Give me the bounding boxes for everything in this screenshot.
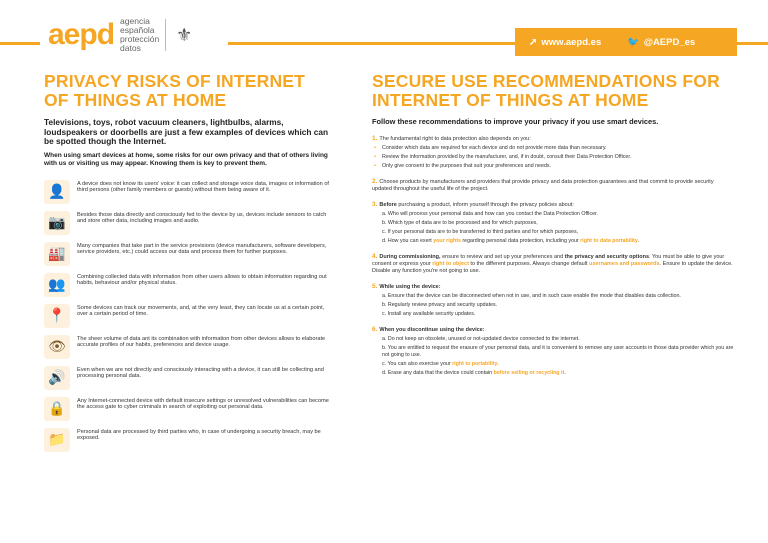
list-item: a. Ensure that the device can be disconnected when not in use, and in such case enable the mode that disables data collection.	[382, 292, 681, 299]
list-item: c. You can also exercise your right to portability.	[382, 360, 499, 367]
list-item: c. If your personal data are to be transferred to third parties and for which purposes,	[382, 228, 579, 235]
section-2: 2. Choose products by manufacturers and providers that provide privacy and data protection guarantees and that commit to provide security updated throughout the useful life of the project.	[372, 177, 714, 192]
risk-item: 📍 Some devices can track our movements, and, at the very least, they can locate us at a certain point, over a certain period of time.	[44, 304, 334, 335]
risks-title: PRIVACY RISKS OF INTERNET OF THINGS AT HOME	[44, 71, 306, 110]
folder-icon: 📁	[44, 428, 70, 452]
list-item: b. You are entitled to request the erasure of your personal data, and it is convenient to remove any user accounts in those data provider which you are not going to use.	[382, 344, 734, 358]
risks-intro: When using smart devices at home, some risks for our own privacy and that of others living with us or visiting us may appear. Knowing them is key to prevent them.	[44, 151, 328, 167]
contact-bar	[515, 28, 737, 56]
twitter-link[interactable]: 🐦 @AEPD_es	[627, 36, 696, 48]
data-portability-link[interactable]: right to data portability	[580, 237, 638, 244]
list-item: • Review the information provided by the manufacturer, and, if in doubt, consult their Data Protection Officer.	[374, 153, 632, 160]
section-5: 5. While using the device: a. Ensure that the device can be disconnected when not in use, and in such case enable the mode that disables data collection. b. Regularly review privacy and security updates. c. Install any available security updates.	[372, 283, 734, 318]
location-icon: 📍	[44, 304, 70, 328]
list-item: • Only give consent to the purposes that suit your preferences and needs.	[374, 162, 552, 169]
list-item: a. Do not keep an obsolete, unused or not-updated device connected to the internet.	[382, 335, 580, 342]
usernames-passwords-link[interactable]: usernames and passwords	[588, 260, 660, 267]
logo-wordmark: aepd	[48, 18, 115, 51]
risk-item: 🔊 Even when we are not directly and consciously interacting with a device, it can still be collecting and processing personal data.	[44, 366, 334, 397]
right-to-portability-link[interactable]: right to portability	[452, 360, 498, 367]
coat-of-arms-icon: ⚜	[165, 19, 196, 51]
list-item: c. Install any available security updates.	[382, 310, 476, 317]
list-item: b. Regularly review privacy and security updates.	[382, 301, 498, 308]
risk-item: 📁 Personal data are processed by third parties who, in case of undergoing a security breach, may be exposed.	[44, 428, 334, 459]
list-item: d. Erase any data that the device could contain before selling or recycling it.	[382, 369, 566, 376]
lock-icon: 🔒	[44, 397, 70, 421]
section-3: 3. Before purchasing a product, inform yourself through the privacy policies about: a. Who will process your personal data and how can you contact the Data Protection Officer. b. Which type of data are to be processed and for which purposes, c. If your personal data are to be transferred to third parties and for which purposes, d. How you can exert your rights regarding personal data protection, including your right to data portability.	[372, 201, 734, 245]
your-rights-link[interactable]: your rights	[433, 237, 461, 244]
recommendations-title: SECURE USE RECOMMENDATIONS FOR INTERNET OF THINGS AT HOME	[372, 71, 720, 110]
list-item: a. Who will process your personal data and how can you contact the Data Protection Officer.	[382, 210, 599, 217]
agency-name: agencia española protección datos	[120, 16, 160, 53]
risk-item: 🔒 Any Internet-connected device with default insecure settings or unresolved vulnerabilities can become the access gate to cyber criminals in search of exploiting our personal data.	[44, 397, 334, 428]
risk-list	[44, 180, 334, 459]
list-item: • Consider which data are required for each device and do not provide more data than necessary.	[374, 144, 607, 151]
risk-item: 📷 Besides those data directly and consciously fed to the device by us, devices include sensors to catch and store other data, including images and audio.	[44, 211, 334, 242]
person-icon: 👤	[44, 180, 70, 204]
recommendations-lead: Follow these recommendations to improve your privacy if you use smart devices.	[372, 117, 659, 126]
risk-item: 👥 Combining collected data with information from other users allows to obtain information regarding out habits, behaviour and/or physical status.	[44, 273, 334, 304]
risk-item: 👤 A device does not know its users' voice: it can collect and storage voice data, images or information of third persons (other family members or guests) without them being aware of it.	[44, 180, 334, 211]
section-4: 4. During commissioning, ensure to review and set up your preferences and the privacy and security options. You must be able to give your consent or express your right to object to the different purposes. Always change default usernames and passwords. Ensure to update the device. Disable any function you're not going to use.	[372, 252, 733, 274]
section-6: 6. When you discontinue using the device: a. Do not keep an obsolete, unused or not-updated device connected to the internet. b. You are entitled to request the erasure of your personal data, and it is convenient to remove any user accounts in those data provider which you are not going to use. c. You can also exercise your right to portability. d. Erase any data that the device could contain before selling or recycling it.	[372, 325, 734, 376]
risk-item: 🏭 Many companies that take part in the service provisions (device manufacturers, software developers, service providers, etc.) could access our data and process them for further purposes.	[44, 242, 334, 273]
risks-lead: Televisions, toys, robot vacuum cleaners, lightbulbs, alarms, loudspeakers or doorbells are just a few examples of devices which can be spotted though the Internet.	[44, 117, 329, 146]
list-item: d. How you can exert your rights regarding personal data protection, including your right to data portability.	[382, 237, 640, 244]
users-icon: 👥	[44, 273, 70, 297]
speaker-icon: 🔊	[44, 366, 70, 390]
website-link[interactable]: ➚ www.aepd.es	[529, 36, 602, 48]
companies-icon: 🏭	[44, 242, 70, 266]
cursor-icon: ➚	[529, 36, 538, 48]
camera-icon: 📷	[44, 211, 70, 235]
risks-column	[44, 72, 334, 459]
risk-item: 👁 The sheer volume of data ant its combination with information from other devices allows to elaborate accurate profiles of our habits, preferences and device usage.	[44, 335, 334, 366]
twitter-icon: 🐦	[627, 36, 640, 48]
aepd-logo[interactable]	[40, 15, 228, 55]
eye-icon: 👁	[44, 335, 70, 359]
right-to-object-link[interactable]: right to object	[432, 260, 469, 267]
recommendations-column	[372, 72, 734, 377]
list-item: b. Which type of data are to be processed and for which purposes,	[382, 219, 538, 226]
section-1: 1. The fundamental right to data protection also depends on you: • Consider which data are required for each device and do not provide more data than necessary. • Review the information provided by the manufacturer, and, if in doubt, consult their Data Protection Officer. • Only give consent to the purposes that suit your preferences and needs.	[372, 135, 734, 170]
before-selling-link[interactable]: before selling or recycling it	[493, 369, 565, 376]
